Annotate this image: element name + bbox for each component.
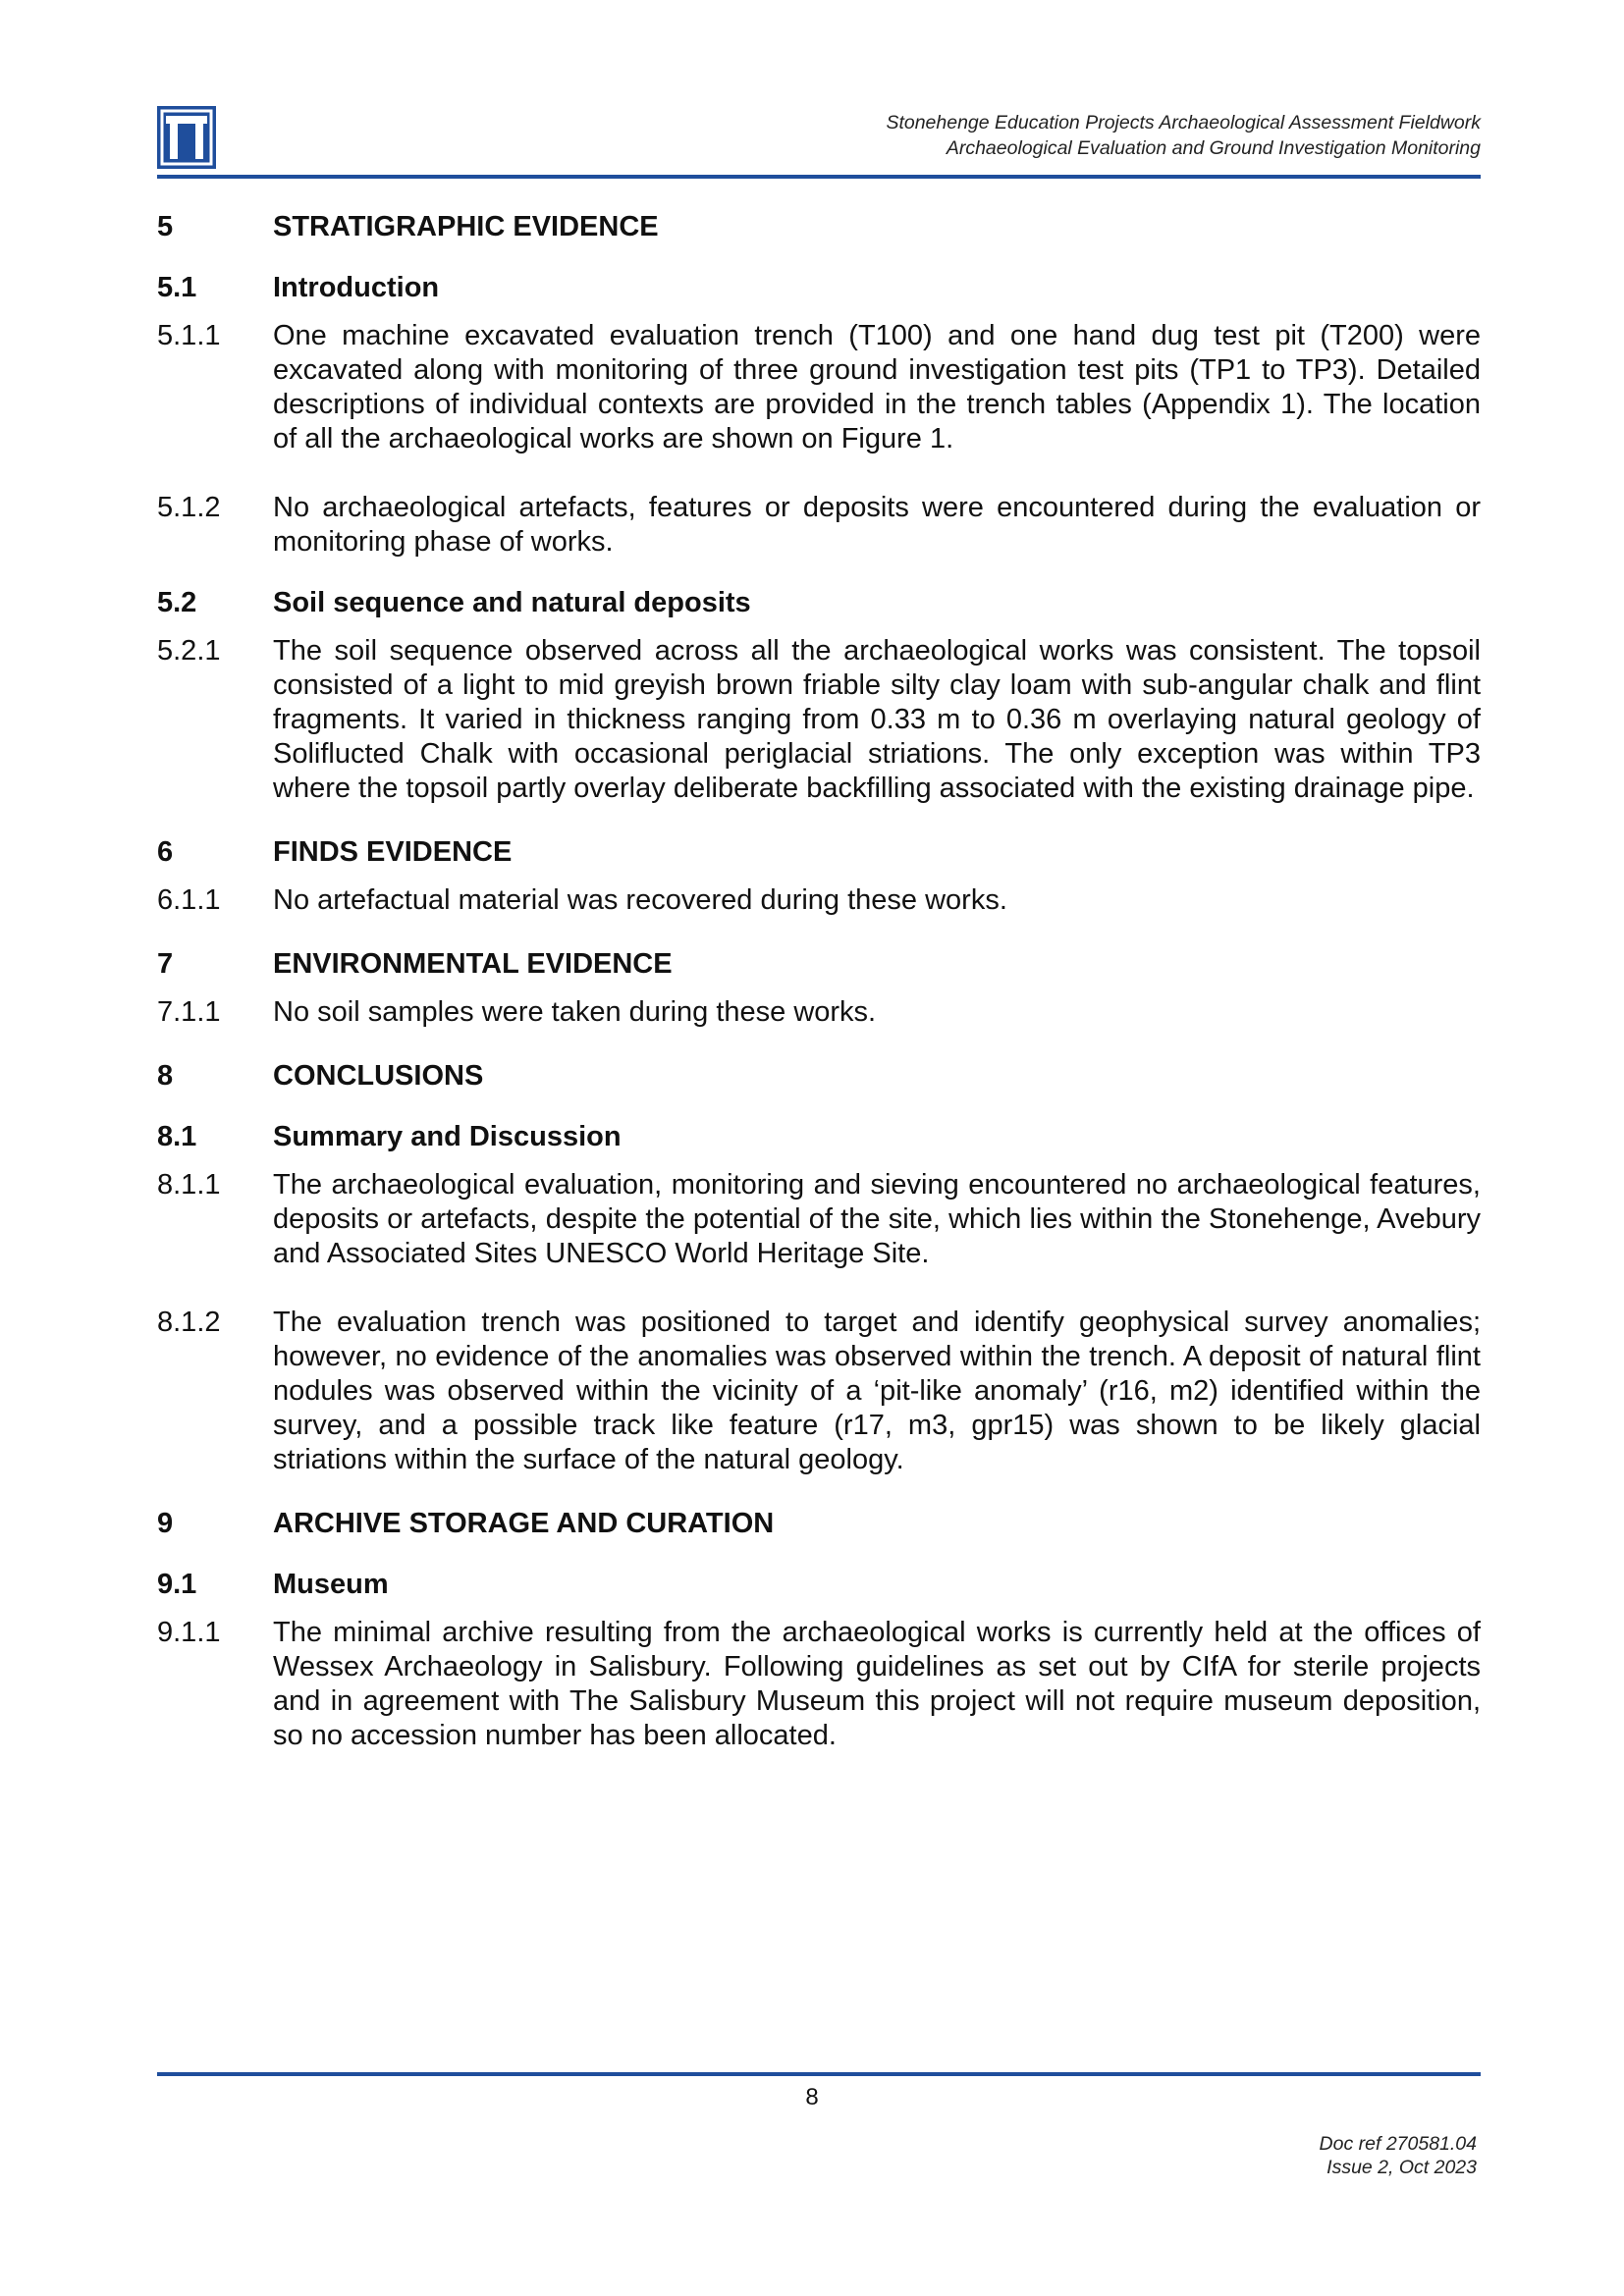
paragraph-number: 7.1.1	[157, 996, 221, 1028]
subsection-number: 9.1	[157, 1569, 197, 1600]
section-number: 5	[157, 211, 174, 242]
page-number: 8	[805, 2084, 819, 2110]
section-heading	[157, 947, 1481, 982]
doc-ref: Doc ref 270581.04	[1319, 2133, 1477, 2155]
paragraph-text: No soil samples were taken during these works.	[273, 996, 877, 1028]
section-number: 7	[157, 948, 174, 980]
subsection-heading	[157, 271, 1481, 305]
section-title: FINDS EVIDENCE	[273, 836, 513, 868]
subsection-number: 8.1	[157, 1121, 197, 1152]
paragraph	[157, 1306, 1481, 1477]
document-body	[157, 210, 1481, 1753]
paragraph-number: 8.1.2	[157, 1307, 221, 1338]
subsection-number: 5.2	[157, 587, 197, 618]
paragraph	[157, 491, 1481, 560]
subsection-title: Museum	[273, 1569, 389, 1600]
header-line-2: Archaeological Evaluation and Ground Investigation Monitoring	[946, 137, 1481, 159]
subsection-heading	[157, 1120, 1481, 1154]
paragraph	[157, 1168, 1481, 1271]
header-rule	[157, 175, 1481, 179]
paragraph-text: No archaeological artefacts, features or deposits were encountered during the evaluation or monitoring phase of works.	[273, 492, 1481, 558]
subsection-heading	[157, 1568, 1481, 1602]
section-heading	[157, 1507, 1481, 1541]
subsection-title: Soil sequence and natural deposits	[273, 587, 751, 618]
issue-date: Issue 2, Oct 2023	[1326, 2157, 1477, 2178]
wessex-archaeology-logo-icon	[157, 106, 216, 169]
section-title: ARCHIVE STORAGE AND CURATION	[273, 1508, 775, 1539]
paragraph-number: 8.1.1	[157, 1169, 221, 1201]
running-header	[886, 110, 1481, 161]
paragraph-text: No artefactual material was recovered during these works.	[273, 884, 1007, 916]
subsection-title: Summary and Discussion	[273, 1121, 622, 1152]
subsection-heading	[157, 586, 1481, 620]
paragraph-number: 5.1.2	[157, 492, 221, 523]
subsection-number: 5.1	[157, 272, 197, 303]
paragraph-number: 9.1.1	[157, 1617, 221, 1648]
paragraph-number: 5.1.1	[157, 320, 221, 351]
section-title: ENVIRONMENTAL EVIDENCE	[273, 948, 673, 980]
section-heading	[157, 210, 1481, 244]
section-title: CONCLUSIONS	[273, 1060, 484, 1092]
section-heading	[157, 835, 1481, 870]
footer-rule	[157, 2072, 1481, 2076]
paragraph-text: The evaluation trench was positioned to target and identify geophysical survey anomalies; however, no evidence of the anomalies was observed within the trench. A deposit of natural flint nodules was observed within the vicinity of a ‘pit-like anomaly’ (r16, m2) identified within the survey, and a possible track like feature (r17, m3, gpr15) was shown to be likely glacial striations within the surface of the natural geology.	[273, 1307, 1481, 1475]
paragraph	[157, 634, 1481, 806]
section-heading	[157, 1059, 1481, 1094]
paragraph	[157, 995, 1481, 1030]
section-title: STRATIGRAPHIC EVIDENCE	[273, 211, 659, 242]
paragraph-number: 6.1.1	[157, 884, 221, 916]
subsection-title: Introduction	[273, 272, 440, 303]
section-number: 9	[157, 1508, 174, 1539]
paragraph	[157, 1616, 1481, 1753]
section-number: 6	[157, 836, 174, 868]
paragraph-text: The minimal archive resulting from the archaeological works is currently held at the offices of Wessex Archaeology in Salisbury. Following guidelines as set out by CIfA for sterile projects and in agreement with The Salisbury Museum this project will not require museum deposition, so no accession number has been allocated.	[273, 1617, 1481, 1751]
paragraph	[157, 319, 1481, 456]
paragraph-text: One machine excavated evaluation trench (T100) and one hand dug test pit (T200) were excavated along with monitoring of three ground investigation test pits (TP1 to TP3). Detailed descriptions of individual contexts are provided in the trench tables (Appendix 1). The location of all the archaeological works are shown on Figure 1.	[273, 320, 1481, 454]
paragraph-text: The soil sequence observed across all the archaeological works was consistent. The topsoil consisted of a light to mid greyish brown friable silty clay loam with sub-angular chalk and flint fragments. It varied in thickness ranging from 0.33 m to 0.36 m overlaying natural geology of Soliflucted Chalk with occasional periglacial striations. The only exception was within TP3 where the topsoil partly overlay deliberate backfilling associated with the existing drainage pipe.	[273, 635, 1481, 804]
paragraph	[157, 883, 1481, 918]
section-number: 8	[157, 1060, 174, 1092]
paragraph-text: The archaeological evaluation, monitoring and sieving encountered no archaeological features, deposits or artefacts, despite the potential of the site, which lies within the Stonehenge, Avebury and Associated Sites UNESCO World Heritage Site.	[273, 1169, 1481, 1269]
running-footer	[1320, 2132, 1477, 2179]
paragraph-number: 5.2.1	[157, 635, 221, 667]
header-line-1: Stonehenge Education Projects Archaeological Assessment Fieldwork	[886, 112, 1481, 133]
